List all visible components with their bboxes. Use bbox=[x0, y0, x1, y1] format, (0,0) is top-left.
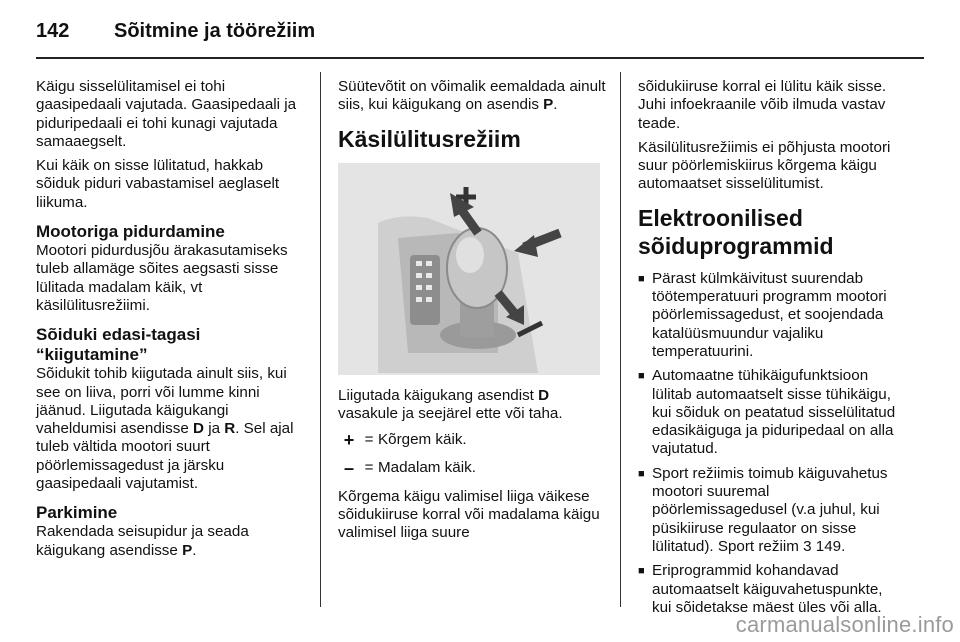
page-ref-icon[interactable]: 3 bbox=[803, 537, 812, 555]
heading-parking: Parkimine bbox=[36, 503, 118, 523]
paragraph-parking: Rakendada seisupidur ja seada käigukang asendisse P. bbox=[36, 523, 249, 559]
minus-icon: – bbox=[343, 458, 354, 479]
gear-p: P bbox=[543, 96, 554, 114]
paragraph-high-rpm: Käsilülitusrežiimis ei põhjusta mootori suur pöörlemiskiirus kõrgema käigu automaatset sisselülitumist. bbox=[638, 138, 891, 193]
list-item: ■ Sport režiimis toimub käiguvahetus mootori suuremal pöörlemissagedusel (v.a juhul, kui püsikiiruse regulaator on sisse lülitatud). Sport režiim 3 149. bbox=[638, 465, 906, 556]
column-3 bbox=[638, 78, 906, 623]
column-2 bbox=[338, 78, 606, 549]
gear-lever-illustration bbox=[338, 163, 600, 375]
equals-sign: = bbox=[364, 459, 374, 477]
column-1 bbox=[36, 78, 308, 566]
legend-downshift bbox=[338, 459, 606, 477]
column-divider-1 bbox=[320, 72, 321, 607]
program-list bbox=[638, 270, 906, 617]
paragraph-engine-braking: Mootori pidurdusjõu ärakasutamiseks tuleb allamäge sõites aegsasti sisse lülitada madalam käik, vt käsilülitusrežiimi. bbox=[36, 242, 288, 314]
equals-sign: = bbox=[364, 431, 374, 449]
paragraph-pedals: Käigu sisselülitamisel ei tohi gaasipedaali vajutada. Gaasipedaali ja piduripedaali ei tohi kunagi vajutada samaaegselt. bbox=[36, 78, 297, 150]
list-item: ■ Pärast külmkäivitust suurendab töötemperatuuri programm mootori pöörlemissagedust, et soojendada katalüüsmuundur vajaliku temperatuurini. bbox=[638, 270, 906, 361]
legend-upshift bbox=[338, 431, 606, 449]
page-header bbox=[36, 20, 315, 43]
page-number: 142 bbox=[36, 20, 70, 42]
paragraph-move-lever: Liigutada käigukang asendist D vasakule ja seejärel ette või taha. bbox=[338, 386, 563, 422]
paragraph-no-shift: sõidukiiruse korral ei lülitu käik sisse. Juhi infoekraanile võib ilmuda vastav teade. bbox=[638, 78, 887, 132]
paragraph-creep: Kui käik on sisse lülitatud, hakkab sõiduk piduri vabastamisel aeglaselt liikuma. bbox=[36, 157, 280, 211]
heading-engine-braking: Mootoriga pidurdamine bbox=[36, 222, 225, 242]
heading-rocking-line2: “kiigutamine” bbox=[36, 345, 148, 365]
upshift-text: Kõrgem käik. bbox=[378, 431, 467, 449]
paragraph-shift-limits: Kõrgema käigu valimisel liiga väikese sõidukiiruse korral või madalama käigu valimisel liiga suure bbox=[338, 487, 600, 542]
gear-d: D bbox=[538, 386, 550, 404]
page-title: Sõitmine ja töörežiim bbox=[114, 20, 316, 42]
heading-rocking-line1: Sõiduki edasi-tagasi bbox=[36, 325, 201, 345]
heading-electronic-programs bbox=[638, 204, 906, 260]
gear-r: R bbox=[224, 420, 236, 438]
gear-d: D bbox=[193, 420, 204, 438]
heading-manual-mode: Käsilülitusrežiim bbox=[338, 125, 521, 152]
paragraph-rocking: Sõidukit tohib kiigutada ainult siis, kui see on liiva, porri või lumme kinni jäänud. Liigutada käigukangi vaheldumisi asendisse D ja R. Sel ajal tuleb vältida mootori suurt pöörlemissagedust ja järsku gaasipedaali vajutamist. bbox=[36, 365, 294, 493]
plus-icon: + bbox=[343, 430, 355, 451]
header-rule bbox=[36, 57, 924, 59]
heading-rocking bbox=[36, 325, 308, 365]
paragraph-key-removal: Süütevõtit on võimalik eemaldada ainult siis, kui käigukang on asendis P. bbox=[338, 78, 606, 114]
gear-p: P bbox=[182, 541, 193, 559]
heading-electronic-line1: Elektroonilised bbox=[638, 204, 803, 231]
column-divider-2 bbox=[620, 72, 621, 607]
heading-electronic-line2: sõiduprogrammid bbox=[638, 232, 834, 259]
watermark: carmanualsonline.info bbox=[735, 612, 954, 637]
downshift-text: Madalam käik. bbox=[378, 459, 476, 477]
gear-lever-figure bbox=[338, 163, 600, 375]
list-item: ■ Automaatne tühikäigufunktsioon lülitab automaatselt sisse tühikäigu, kui sõiduk on peatatud sisselülitatud edasikäiguga ja piduripedaal on alla vajutatud. bbox=[638, 367, 906, 458]
list-item: ■ Eriprogrammid kohandavad automaatselt käiguvahetuspunkte, kui sõidetakse mäest üles või alla. bbox=[638, 562, 906, 617]
